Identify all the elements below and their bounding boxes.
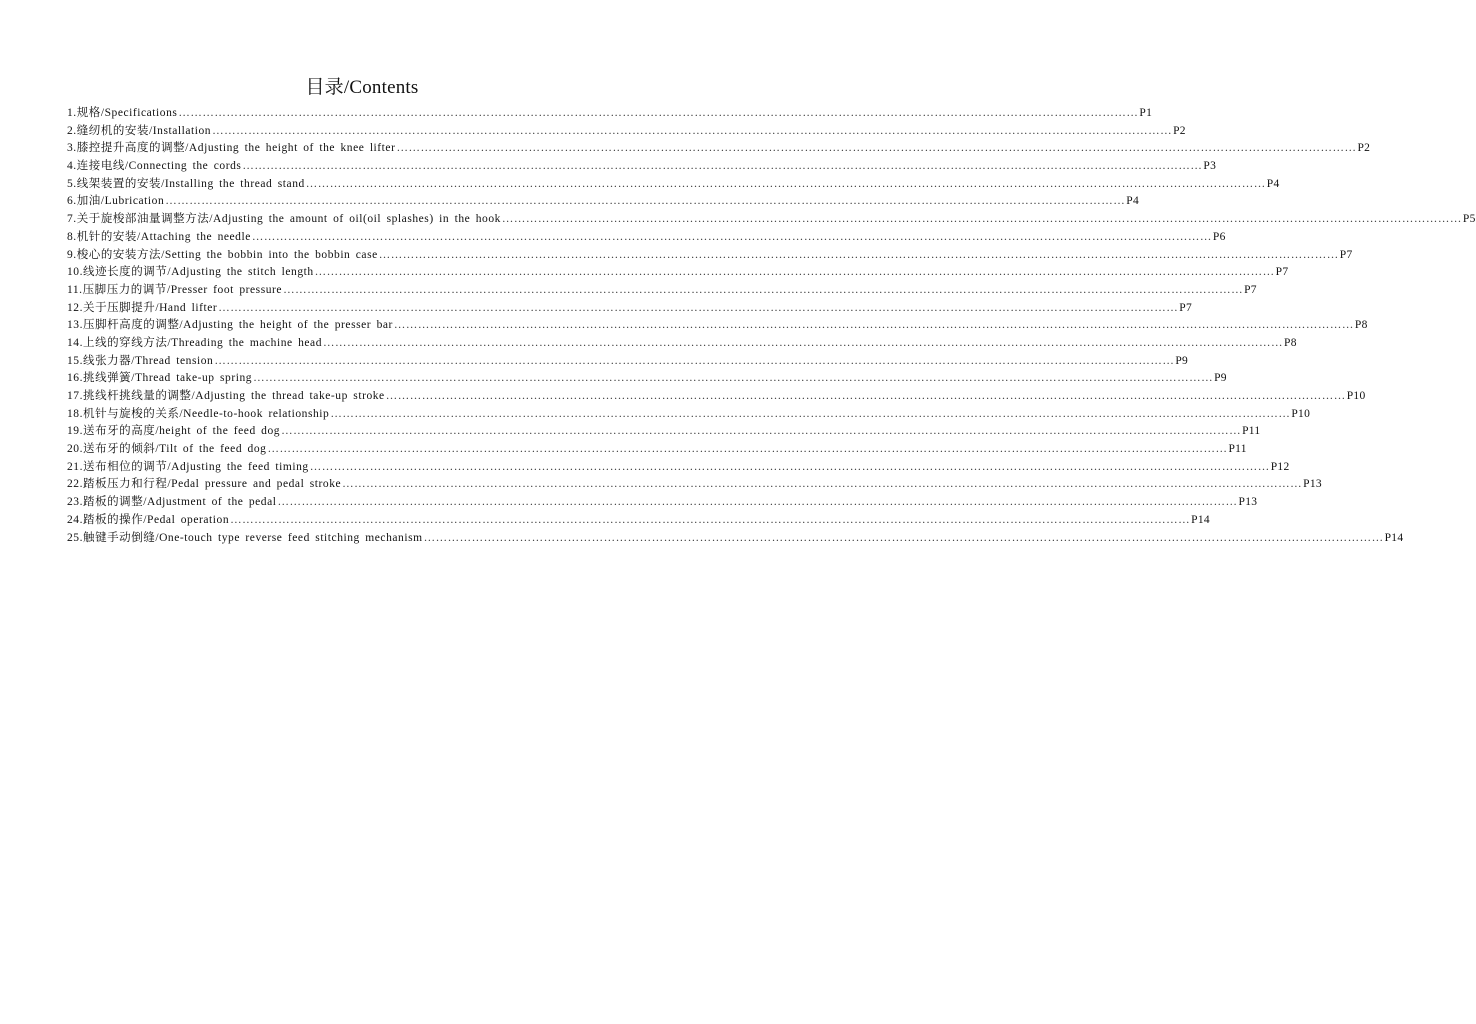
dot-leader: …………………………………………………………………………………………………………………………………………………………………………………………………………………… <box>242 160 1203 173</box>
table-of-contents <box>67 105 1476 547</box>
toc-entry[interactable] <box>67 494 1258 512</box>
toc-entry-page-number: P12 <box>1270 460 1290 473</box>
toc-entry-page-number: P4 <box>1266 177 1280 190</box>
toc-entry[interactable] <box>67 406 1311 424</box>
dot-leader: …………………………………………………………………………………………………………………………………………………………………………………………………………………… <box>314 266 1275 279</box>
dot-leader: …………………………………………………………………………………………………………………………………………………………………………………………………………………… <box>212 124 1173 137</box>
toc-entry[interactable] <box>67 512 1210 530</box>
toc-entry-page-number: P8 <box>1284 336 1297 349</box>
toc-entry-label: 23.踏板的调整/Adjustment of the pedal <box>67 496 277 509</box>
toc-entry-label: 2.缝纫机的安装/Installation <box>67 124 212 137</box>
toc-entry-label: 22.踏板压力和行程/Pedal pressure and pedal stroke <box>67 478 342 491</box>
toc-entry[interactable] <box>67 476 1322 494</box>
dot-leader: …………………………………………………………………………………………………………………………………………………………………………………………………………………… <box>218 301 1179 314</box>
toc-entry-label: 21.送布相位的调节/Adjusting the feed timing <box>67 460 309 473</box>
dot-leader: …………………………………………………………………………………………………………………………………………………………………………………………………………………… <box>342 478 1303 491</box>
dot-leader: …………………………………………………………………………………………………………………………………………………………………………………………………………………… <box>396 142 1357 155</box>
dot-leader: …………………………………………………………………………………………………………………………………………………………………………………………………………………… <box>393 319 1354 332</box>
toc-entry[interactable] <box>67 353 1189 371</box>
toc-entry-label: 14.上线的穿线方法/Threading the machine head <box>67 336 323 349</box>
toc-entry[interactable] <box>67 176 1280 194</box>
toc-entry-page-number: P7 <box>1275 266 1289 279</box>
toc-entry-label: 24.踏板的操作/Pedal operation <box>67 513 230 526</box>
toc-entry-page-number: P3 <box>1203 160 1217 173</box>
toc-entry-label: 4.连接电线/Connecting the cords <box>67 160 242 173</box>
toc-entry[interactable] <box>67 459 1290 477</box>
toc-entry-label: 17.挑线杆挑线量的调整/Adjusting the thread take-up stroke <box>67 390 385 402</box>
toc-entry-page-number: P7 <box>1179 301 1193 314</box>
toc-entry-label: 10.线迹长度的调节/Adjusting the stitch length <box>67 266 314 279</box>
dot-leader: …………………………………………………………………………………………………………………………………………………………………………………………………………………… <box>230 513 1191 526</box>
toc-entry[interactable] <box>67 370 1227 388</box>
toc-entry[interactable] <box>67 211 1476 229</box>
toc-entry-label: 3.膝控提升高度的调整/Adjusting the height of the knee lifter <box>67 142 396 155</box>
toc-entry[interactable] <box>67 388 1366 406</box>
toc-entry-page-number: P7 <box>1244 283 1257 296</box>
dot-leader: …………………………………………………………………………………………………………………………………………………………………………………………………………………… <box>277 496 1238 509</box>
dot-leader: …………………………………………………………………………………………………………………………………………………………………………………………………………………… <box>323 336 1284 349</box>
toc-entry[interactable] <box>67 105 1153 123</box>
toc-entry-page-number: P9 <box>1214 372 1227 385</box>
toc-entry-page-number: P7 <box>1339 248 1353 261</box>
toc-entry-label: 15.线张力器/Thread tension <box>67 354 214 367</box>
toc-entry[interactable] <box>67 282 1257 300</box>
toc-entry-label: 12.关于压脚提升/Hand lifter <box>67 301 218 314</box>
toc-entry-label: 13.压脚杆高度的调整/Adjusting the height of the presser bar <box>67 319 393 332</box>
dot-leader: …………………………………………………………………………………………………………………………………………………………………………………………………………………… <box>267 443 1228 456</box>
toc-entry[interactable] <box>67 530 1404 548</box>
toc-entry[interactable] <box>67 247 1353 265</box>
toc-entry-page-number: P2 <box>1357 142 1371 155</box>
dot-leader: …………………………………………………………………………………………………………………………………………………………………………………………………………………… <box>309 460 1270 473</box>
toc-entry-page-number: P8 <box>1354 319 1368 332</box>
toc-entry[interactable] <box>67 140 1371 158</box>
dot-leader: …………………………………………………………………………………………………………………………………………………………………………………………………………………… <box>385 390 1346 402</box>
toc-entry-page-number: P13 <box>1238 496 1258 509</box>
dot-leader: …………………………………………………………………………………………………………………………………………………………………………………………………………………… <box>330 407 1291 420</box>
toc-entry[interactable] <box>67 300 1193 318</box>
dot-leader: …………………………………………………………………………………………………………………………………………………………………………………………………………………… <box>165 195 1126 208</box>
toc-entry[interactable] <box>67 423 1261 441</box>
toc-entry-label: 18.机针与旋梭的关系/Needle-to-hook relationship <box>67 407 330 420</box>
toc-entry-label: 11.压脚压力的调节/Presser foot pressure <box>67 283 283 296</box>
toc-entry[interactable] <box>67 264 1289 282</box>
toc-entry-page-number: P11 <box>1242 425 1261 438</box>
toc-entry-page-number: P9 <box>1175 354 1189 367</box>
toc-entry-page-number: P11 <box>1228 443 1247 456</box>
toc-entry-page-number: P10 <box>1291 407 1311 420</box>
toc-entry-page-number: P5 <box>1462 213 1476 226</box>
toc-entry-page-number: P1 <box>1139 107 1153 119</box>
dot-leader: …………………………………………………………………………………………………………………………………………………………………………………………………………………… <box>378 248 1339 261</box>
toc-entry[interactable] <box>67 193 1140 211</box>
toc-entry-label: 7.关于旋梭部油量调整方法/Adjusting the amount of oil(oil splashes) in the hook <box>67 213 501 226</box>
toc-entry[interactable] <box>67 335 1297 353</box>
toc-entry-label: 25.触键手动倒缝/One-touch type reverse feed stitching mechanism <box>67 531 423 544</box>
page-title: 目录/Contents <box>305 77 419 98</box>
toc-entry[interactable] <box>67 317 1368 335</box>
dot-leader: …………………………………………………………………………………………………………………………………………………………………………………………………………………… <box>253 372 1214 385</box>
toc-entry-page-number: P14 <box>1384 531 1404 544</box>
dot-leader: …………………………………………………………………………………………………………………………………………………………………………………………………………………… <box>178 107 1139 119</box>
toc-entry-label: 5.线架装置的安装/Installing the thread stand <box>67 177 305 190</box>
toc-entry-label: 19.送布牙的高度/height of the feed dog <box>67 425 281 438</box>
toc-entry-label: 9.梭心的安装方法/Setting the bobbin into the bobbin case <box>67 248 378 261</box>
toc-entry[interactable] <box>67 441 1247 459</box>
toc-entry-page-number: P4 <box>1126 195 1140 208</box>
toc-entry-label: 6.加油/Lubrication <box>67 195 165 208</box>
dot-leader: …………………………………………………………………………………………………………………………………………………………………………………………………………………… <box>305 177 1266 190</box>
toc-entry[interactable] <box>67 158 1217 176</box>
toc-entry-label: 1.规格/Specifications <box>67 107 178 119</box>
toc-entry[interactable] <box>67 123 1186 141</box>
dot-leader: …………………………………………………………………………………………………………………………………………………………………………………………………………………… <box>423 531 1384 544</box>
toc-entry-label: 20.送布牙的倾斜/Tilt of the feed dog <box>67 443 267 456</box>
toc-entry-page-number: P13 <box>1303 478 1322 491</box>
toc-entry-page-number: P2 <box>1173 124 1186 137</box>
toc-entry-label: 8.机针的安装/Attaching the needle <box>67 230 251 243</box>
toc-entry-page-number: P6 <box>1212 230 1226 243</box>
toc-entry-page-number: P14 <box>1191 513 1210 526</box>
toc-entry-page-number: P10 <box>1346 390 1366 402</box>
toc-entry-label: 16.挑线弹簧/Thread take-up spring <box>67 372 253 385</box>
toc-entry[interactable] <box>67 229 1226 247</box>
dot-leader: …………………………………………………………………………………………………………………………………………………………………………………………………………………… <box>214 354 1175 367</box>
dot-leader: …………………………………………………………………………………………………………………………………………………………………………………………………………………… <box>251 230 1212 243</box>
dot-leader: …………………………………………………………………………………………………………………………………………………………………………………………………………………… <box>501 213 1462 226</box>
dot-leader: …………………………………………………………………………………………………………………………………………………………………………………………………………………… <box>283 283 1244 296</box>
dot-leader: …………………………………………………………………………………………………………………………………………………………………………………………………………………… <box>281 425 1242 438</box>
